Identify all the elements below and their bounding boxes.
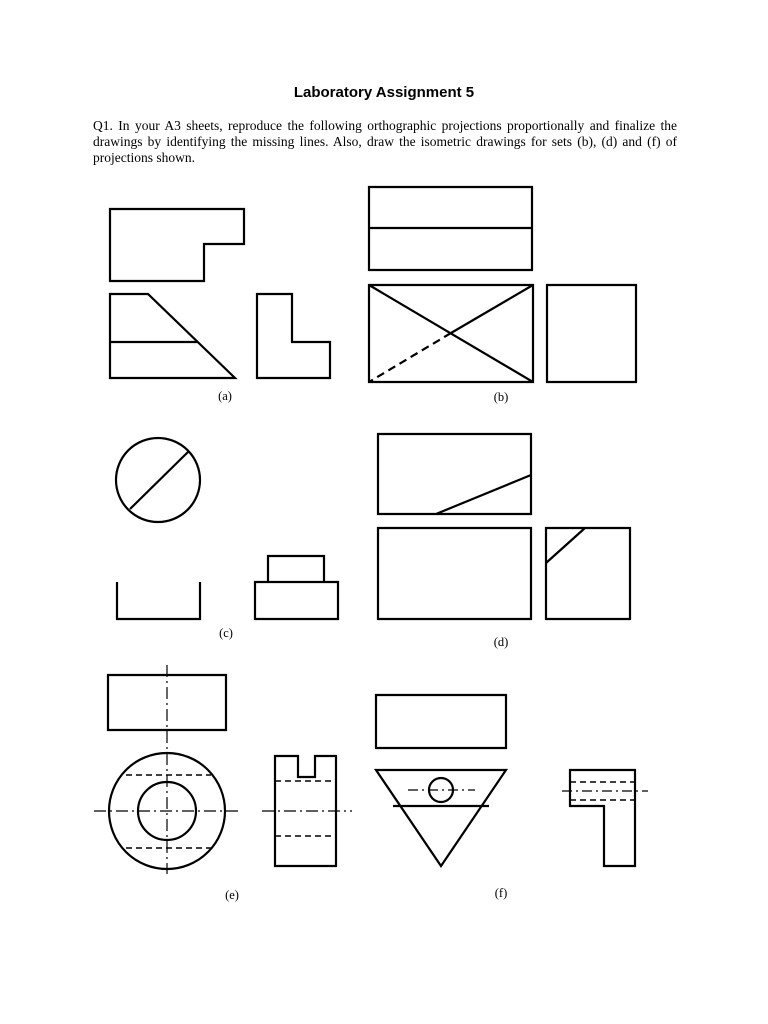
projection-set-b — [369, 187, 636, 382]
a-front-view — [110, 294, 235, 378]
c-side-view — [255, 556, 338, 619]
label-e: (e) — [225, 888, 239, 902]
f-top-view — [376, 695, 506, 748]
b-side-view — [547, 285, 636, 382]
c-front-view — [117, 582, 200, 619]
label-b: (b) — [493, 390, 509, 404]
f-side-view — [570, 770, 635, 866]
label-f: (f) — [494, 886, 508, 900]
d-front-view — [378, 528, 531, 619]
e-centerlines — [94, 665, 352, 874]
a-top-view — [110, 209, 244, 281]
label-c: (c) — [219, 626, 233, 640]
d-side-view — [546, 528, 630, 619]
projection-set-a — [110, 209, 330, 378]
d-top-view — [378, 434, 531, 514]
projection-set-c — [116, 438, 338, 619]
a-side-view — [257, 294, 330, 378]
e-top-view — [108, 675, 226, 730]
b-hidden-line — [369, 333, 451, 382]
label-d: (d) — [493, 635, 509, 649]
projection-set-e — [94, 665, 352, 874]
question-text: Q1. In your A3 sheets, reproduce the following orthographic projections proportionally and finalize the drawings by identifying the missing lines. Also, draw the isometric drawings for sets (b), (d) and (f) of projections shown. — [93, 118, 677, 165]
projection-set-f — [376, 695, 648, 866]
c-diagonal-line — [130, 452, 188, 509]
label-a: (a) — [218, 389, 232, 403]
page-title: Laboratory Assignment 5 — [293, 84, 475, 101]
b-top-view — [369, 187, 532, 270]
f-front-view — [376, 770, 506, 866]
projection-set-d — [378, 434, 630, 619]
